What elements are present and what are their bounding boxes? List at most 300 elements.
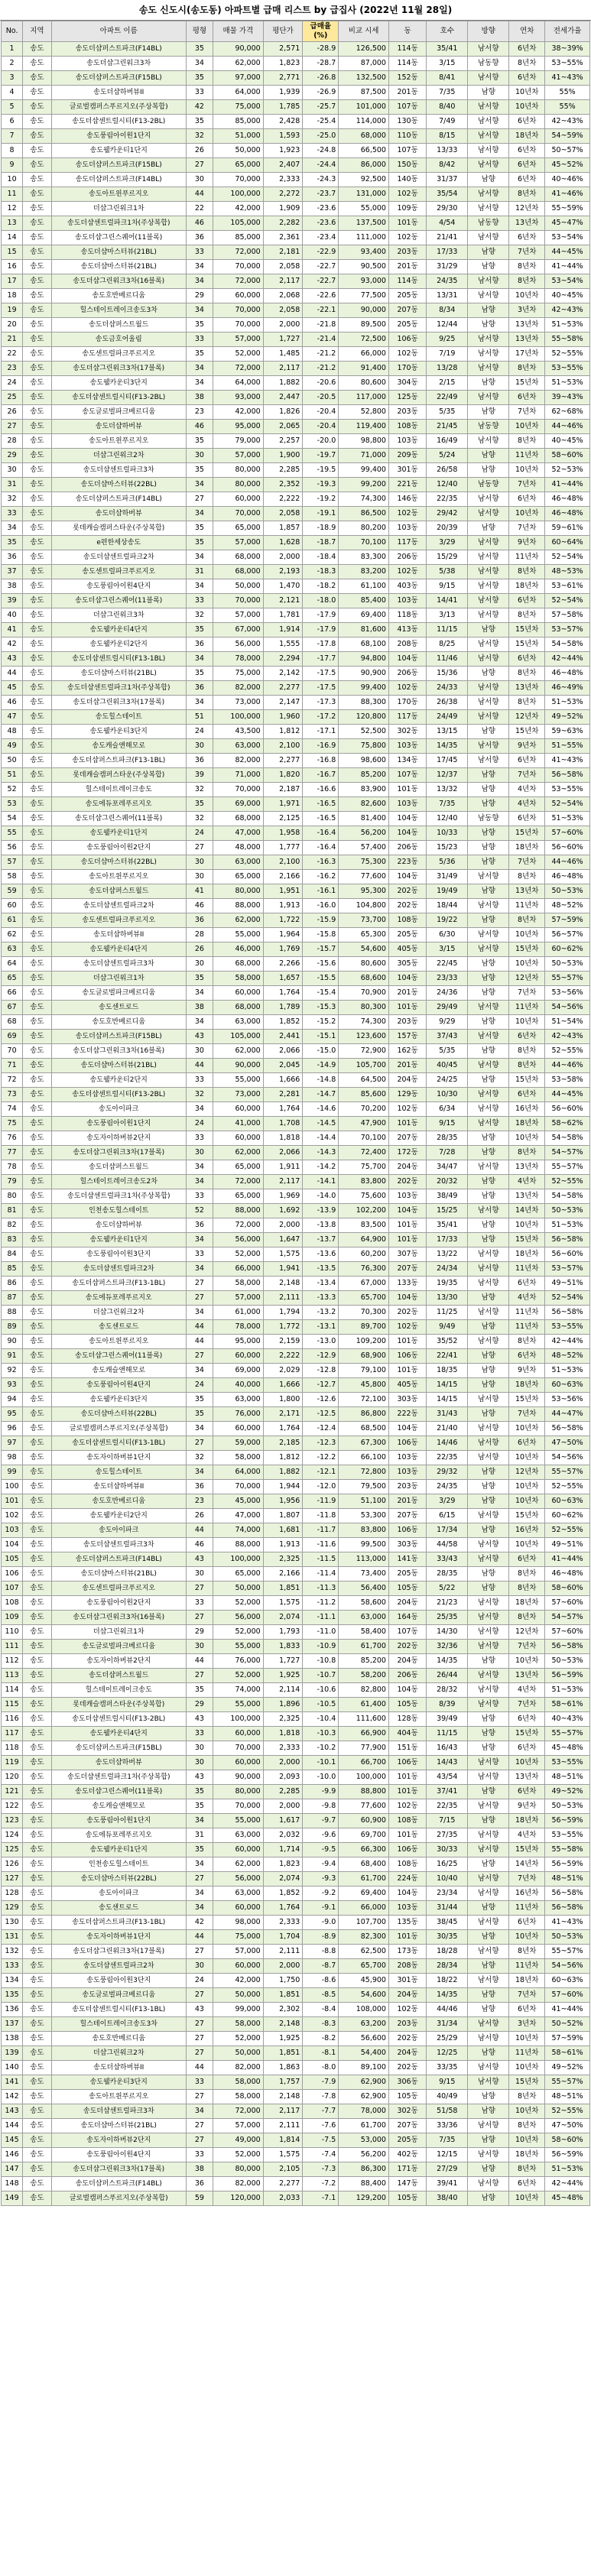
row-apt-name: 송도센트로드 [51,1001,186,1015]
row-direction: 남향 [468,1407,509,1422]
table-row [2,2061,590,2075]
row-apt-name: 송도글로벌파크베르디움 [51,986,186,1001]
row-price: 85,000 [213,115,263,129]
table-row [2,884,590,899]
row-apt-name: 송도풍림아이원2단지 [51,841,186,855]
row-direction: 남서향 [468,928,509,942]
row-building: 105동 [388,2192,426,2206]
table-row [2,768,590,783]
row-region: 송도 [23,783,52,797]
row-region: 송도 [23,1480,52,1494]
row-unit-price: 2,333 [263,1916,303,1930]
row-unit-price: 1,750 [263,1974,303,1988]
row-unit-price: 1,470 [263,579,303,594]
row-floor: 5/35 [427,1044,468,1059]
row-apt-name: 송도더샵그린워크3차(16블록) [51,1611,186,1625]
row-jeonse-ratio: 41~46% [545,187,590,202]
row-jeonse-ratio: 56~58% [545,1640,590,1654]
row-no: 66 [2,986,23,1001]
row-no: 144 [2,2119,23,2133]
row-no: 134 [2,1974,23,1988]
row-apt-name: 송도에듀포레푸르지오 [51,797,186,812]
row-region: 송도 [23,899,52,913]
table-row [2,1828,590,1843]
row-direction: 남서향 [468,333,509,347]
row-no: 94 [2,1393,23,1407]
row-direction: 남서향 [468,2061,509,2075]
row-pyeong: 34 [186,260,213,274]
row-no: 32 [2,492,23,507]
row-no: 76 [2,1131,23,1146]
row-direction: 남서향 [468,536,509,550]
row-no: 91 [2,1349,23,1364]
row-pyeong: 43 [186,1552,213,1567]
row-jeonse-ratio: 44~46% [545,855,590,870]
row-building: 128동 [388,1712,426,1727]
row-unit-price: 1,764 [263,986,303,1001]
row-age: 8년차 [509,1335,545,1349]
row-unit-price: 2,272 [263,187,303,202]
row-pyeong: 46 [186,216,213,231]
row-jeonse-ratio: 60~63% [545,1494,590,1509]
row-no: 62 [2,928,23,942]
row-drop-rate: -14.5 [303,1117,339,1131]
row-price: 56,000 [213,638,263,652]
row-building: 103동 [388,1189,426,1204]
row-pyeong: 35 [186,972,213,986]
row-floor: 5/36 [427,855,468,870]
row-pyeong: 44 [186,1930,213,1945]
row-compare-price: 119,400 [339,420,389,434]
col-direction: 방향 [468,21,509,42]
row-no: 88 [2,1306,23,1320]
row-direction: 남향 [468,521,509,536]
row-no: 122 [2,1799,23,1814]
row-unit-price: 2,066 [263,1044,303,1059]
row-building: 107동 [388,1625,426,1640]
row-compare-price: 117,000 [339,391,389,405]
row-building: 204동 [388,1988,426,2003]
row-compare-price: 58,400 [339,1625,389,1640]
table-row [2,1756,590,1770]
row-price: 68,000 [213,1001,263,1015]
row-unit-price: 2,000 [263,1756,303,1770]
row-drop-rate: -25.7 [303,100,339,115]
row-jeonse-ratio: 52~54% [545,550,590,565]
row-jeonse-ratio: 58~60% [545,2133,590,2148]
row-jeonse-ratio: 53~54% [545,274,590,289]
row-age: 15년차 [509,1843,545,1857]
row-direction: 남향 [468,1015,509,1030]
row-building: 173동 [388,1945,426,1959]
row-jeonse-ratio: 46~48% [545,507,590,521]
row-drop-rate: -23.7 [303,187,339,202]
row-floor: 30/33 [427,1843,468,1857]
row-compare-price: 70,900 [339,986,389,1001]
row-age: 10년차 [509,1218,545,1233]
table-row [2,986,590,1001]
row-apt-name: 송도더샵퍼스트파크(F15BL) [51,1741,186,1756]
row-apt-name: 송도글로벌파크베르디움 [51,1988,186,2003]
row-age: 15년차 [509,1073,545,1088]
row-unit-price: 2,277 [263,754,303,768]
row-age: 6년차 [509,42,545,57]
row-direction: 남서향 [468,1625,509,1640]
table-row [2,1117,590,1131]
row-no: 92 [2,1364,23,1378]
row-unit-price: 1,956 [263,1494,303,1509]
row-no: 9 [2,158,23,173]
table-row [2,158,590,173]
row-floor: 12/40 [427,478,468,492]
row-apt-name: 송도에듀포레푸르지오 [51,1291,186,1306]
row-floor: 3/15 [427,942,468,957]
table-row [2,115,590,129]
row-apt-name: 송도아트윈푸르지오 [51,2090,186,2104]
row-floor: 21/45 [427,420,468,434]
col-drop-rate: 급매율(%) [303,21,339,42]
row-price: 100,000 [213,710,263,725]
row-compare-price: 83,200 [339,565,389,579]
row-pyeong: 44 [186,1320,213,1335]
row-drop-rate: -14.6 [303,1102,339,1117]
row-no: 17 [2,274,23,289]
row-jeonse-ratio: 58~60% [545,449,590,463]
row-drop-rate: -17.9 [303,608,339,623]
row-age: 13년차 [509,1770,545,1785]
row-no: 49 [2,739,23,754]
row-jeonse-ratio: 41~43% [545,1916,590,1930]
row-drop-rate: -12.7 [303,1378,339,1393]
table-row [2,289,590,303]
row-price: 90,000 [213,1770,263,1785]
row-compare-price: 77,900 [339,1741,389,1756]
row-no: 145 [2,2133,23,2148]
row-direction: 남서향 [468,2075,509,2090]
row-compare-price: 55,000 [339,202,389,216]
row-pyeong: 36 [186,2177,213,2192]
row-direction: 남서향 [468,1552,509,1567]
row-no: 98 [2,1451,23,1465]
row-no: 143 [2,2104,23,2119]
row-drop-rate: -17.2 [303,710,339,725]
row-region: 송도 [23,681,52,696]
row-floor: 6/34 [427,1102,468,1117]
row-pyeong: 32 [186,129,213,144]
row-floor: 28/34 [427,1959,468,1974]
row-no: 56 [2,841,23,855]
row-drop-rate: -12.5 [303,1407,339,1422]
row-age: 15년차 [509,2075,545,2090]
row-apt-name: 송도더샵그린스퀘어(11블록) [51,594,186,608]
row-no: 90 [2,1335,23,1349]
row-no: 81 [2,1204,23,1218]
row-no: 50 [2,754,23,768]
row-apt-name: e편한세상송도 [51,536,186,550]
row-no: 6 [2,115,23,129]
row-jeonse-ratio: 53~55% [545,1756,590,1770]
row-compare-price: 72,900 [339,1044,389,1059]
row-region: 송도 [23,1349,52,1364]
table-row [2,913,590,928]
row-jeonse-ratio: 42~43% [545,303,590,318]
row-floor: 34/47 [427,1160,468,1175]
row-region: 송도 [23,1538,52,1552]
row-price: 70,000 [213,1799,263,1814]
row-building: 101동 [388,216,426,231]
row-age: 12년차 [509,1465,545,1480]
row-apt-name: 송도웰카운티4단지 [51,1727,186,1741]
row-jeonse-ratio: 56~58% [545,1306,590,1320]
row-region: 송도 [23,1262,52,1277]
table-row [2,1189,590,1204]
row-unit-price: 1,909 [263,202,303,216]
row-floor: 29/32 [427,1465,468,1480]
row-price: 82,000 [213,754,263,768]
row-building: 133동 [388,1277,426,1291]
row-drop-rate: -7.2 [303,2177,339,2192]
row-direction: 남향 [468,2104,509,2119]
row-floor: 5/24 [427,449,468,463]
row-jeonse-ratio: 59~63% [545,725,590,739]
row-pyeong: 46 [186,420,213,434]
row-apt-name: 송도풍림아이원4단지 [51,579,186,594]
row-region: 송도 [23,1218,52,1233]
row-pyeong: 34 [186,1233,213,1247]
row-no: 70 [2,1044,23,1059]
row-jeonse-ratio: 42~44% [545,1335,590,1349]
row-no: 137 [2,2017,23,2032]
row-floor: 31/44 [427,1901,468,1916]
row-building: 413동 [388,623,426,638]
row-floor: 8/42 [427,158,468,173]
row-pyeong: 33 [186,1727,213,1741]
row-price: 68,000 [213,957,263,972]
row-drop-rate: -19.2 [303,492,339,507]
row-jeonse-ratio: 47~50% [545,1436,590,1451]
table-row [2,1494,590,1509]
row-building: 130동 [388,115,426,129]
row-jeonse-ratio: 48~51% [545,1770,590,1785]
row-price: 63,000 [213,739,263,754]
row-pyeong: 34 [186,2104,213,2119]
row-floor: 8/34 [427,303,468,318]
row-drop-rate: -25.4 [303,115,339,129]
table-row [2,1422,590,1436]
row-apt-name: 송도더샵센트럴시티(F13-1BL) [51,652,186,667]
row-unit-price: 2,428 [263,115,303,129]
row-compare-price: 66,700 [339,1756,389,1770]
row-pyeong: 35 [186,1843,213,1857]
row-age: 6년차 [509,1785,545,1799]
row-price: 68,000 [213,812,263,826]
row-region: 송도 [23,71,52,86]
row-jeonse-ratio: 52~55% [545,2104,590,2119]
row-floor: 9/15 [427,2075,468,2090]
row-pyeong: 32 [186,1088,213,1102]
col-pyeong: 평형 [186,21,213,42]
row-age: 7년차 [509,521,545,536]
row-jeonse-ratio: 51~53% [545,696,590,710]
row-no: 140 [2,2061,23,2075]
row-jeonse-ratio: 46~48% [545,492,590,507]
row-pyeong: 34 [186,1465,213,1480]
row-apt-name: 송도더샵마스터뷰(22BL) [51,855,186,870]
row-floor: 9/49 [427,1320,468,1335]
row-drop-rate: -10.4 [303,1712,339,1727]
row-age: 13년차 [509,1160,545,1175]
row-jeonse-ratio: 51~53% [545,376,590,391]
row-no: 138 [2,2032,23,2046]
row-jeonse-ratio: 54~57% [545,1611,590,1625]
row-price: 105,000 [213,1030,263,1044]
row-region: 송도 [23,1974,52,1988]
row-pyeong: 27 [186,158,213,173]
row-age: 13년차 [509,681,545,696]
row-age: 10년차 [509,1756,545,1770]
row-age: 6년차 [509,2177,545,2192]
row-floor: 35/52 [427,1335,468,1349]
table-row [2,2162,590,2177]
table-row [2,420,590,434]
row-region: 송도 [23,1494,52,1509]
row-no: 26 [2,405,23,420]
row-price: 50,000 [213,144,263,158]
row-apt-name: 힐스테이트레이크송도 [51,783,186,797]
row-apt-name: 송도더샵하버뷰 [51,507,186,521]
table-row [2,754,590,768]
row-region: 송도 [23,129,52,144]
row-compare-price: 91,400 [339,362,389,376]
row-no: 5 [2,100,23,115]
row-compare-price: 69,700 [339,1828,389,1843]
row-jeonse-ratio: 54~59% [545,129,590,144]
row-price: 68,000 [213,550,263,565]
row-age: 13년차 [509,216,545,231]
row-floor: 44/46 [427,2003,468,2017]
row-jeonse-ratio: 50~53% [545,1930,590,1945]
table-row [2,1378,590,1393]
row-pyeong: 30 [186,870,213,884]
row-pyeong: 27 [186,1436,213,1451]
row-building: 117동 [388,710,426,725]
row-age: 7년차 [509,405,545,420]
row-floor: 33/43 [427,1552,468,1567]
row-drop-rate: -15.7 [303,942,339,957]
row-region: 송도 [23,1189,52,1204]
row-pyeong: 30 [186,1044,213,1059]
row-direction: 남향 [468,725,509,739]
row-building: 206동 [388,1669,426,1683]
row-drop-rate: -28.9 [303,42,339,57]
row-drop-rate: -16.1 [303,884,339,899]
row-direction: 남서향 [468,158,509,173]
row-jeonse-ratio: 41~44% [545,1552,590,1567]
row-pyeong: 32 [186,1451,213,1465]
row-age: 6년차 [509,492,545,507]
row-no: 61 [2,913,23,928]
row-floor: 24/25 [427,1073,468,1088]
table-row [2,957,590,972]
row-age: 14년차 [509,1204,545,1218]
row-unit-price: 1,823 [263,57,303,71]
row-drop-rate: -12.2 [303,1451,339,1465]
row-floor: 31/37 [427,173,468,187]
row-building: 205동 [388,318,426,333]
row-pyeong: 30 [186,1640,213,1654]
row-age: 10년차 [509,420,545,434]
row-direction: 남서향 [468,1422,509,1436]
table-row [2,942,590,957]
row-unit-price: 2,771 [263,71,303,86]
row-drop-rate: -14.7 [303,1088,339,1102]
row-pyeong: 35 [186,42,213,57]
row-pyeong: 33 [186,1596,213,1611]
row-apt-name: 송도더샵퍼스트파크(F14BL) [51,42,186,57]
row-apt-name: 송도더샵하버뷰 [51,420,186,434]
row-age: 17년차 [509,347,545,362]
row-floor: 25/35 [427,1611,468,1625]
row-price: 73,000 [213,1088,263,1102]
row-age: 8년차 [509,57,545,71]
row-jeonse-ratio: 54~56% [545,1451,590,1465]
row-jeonse-ratio: 56~58% [545,1233,590,1247]
table-row [2,1857,590,1872]
row-unit-price: 2,000 [263,1218,303,1233]
row-unit-price: 2,222 [263,1349,303,1364]
row-price: 65,000 [213,158,263,173]
row-price: 56,000 [213,1872,263,1887]
row-floor: 18/35 [427,1364,468,1378]
row-direction: 남서향 [468,1872,509,1887]
row-direction: 남서향 [468,1451,509,1465]
row-building: 114동 [388,274,426,289]
row-unit-price: 2,222 [263,492,303,507]
table-row [2,1436,590,1451]
table-row [2,1160,590,1175]
row-direction: 남서향 [468,565,509,579]
row-unit-price: 1,863 [263,2061,303,2075]
row-drop-rate: -15.6 [303,957,339,972]
row-age: 10년차 [509,1930,545,1945]
row-building: 301동 [388,463,426,478]
row-unit-price: 2,142 [263,667,303,681]
table-row [2,2148,590,2162]
row-price: 42,000 [213,1974,263,1988]
row-jeonse-ratio: 51~53% [545,1218,590,1233]
row-pyeong: 34 [186,1175,213,1189]
row-drop-rate: -20.0 [303,434,339,449]
row-age: 6년차 [509,1088,545,1102]
row-floor: 31/49 [427,870,468,884]
row-pyeong: 35 [186,521,213,536]
table-row [2,405,590,420]
row-direction: 남향 [468,1582,509,1596]
row-age: 8년차 [509,2119,545,2133]
row-direction: 남향 [468,1364,509,1378]
row-pyeong: 31 [186,565,213,579]
row-unit-price: 1,692 [263,1204,303,1218]
row-direction: 남동향 [468,478,509,492]
row-region: 송도 [23,1146,52,1160]
row-price: 70,000 [213,507,263,521]
row-building: 107동 [388,100,426,115]
row-direction: 남향 [468,1741,509,1756]
row-region: 송도 [23,942,52,957]
row-apt-name: 송도더샵그린스퀘어(11블록) [51,1785,186,1799]
row-pyeong: 26 [186,144,213,158]
row-direction: 남서향 [468,274,509,289]
